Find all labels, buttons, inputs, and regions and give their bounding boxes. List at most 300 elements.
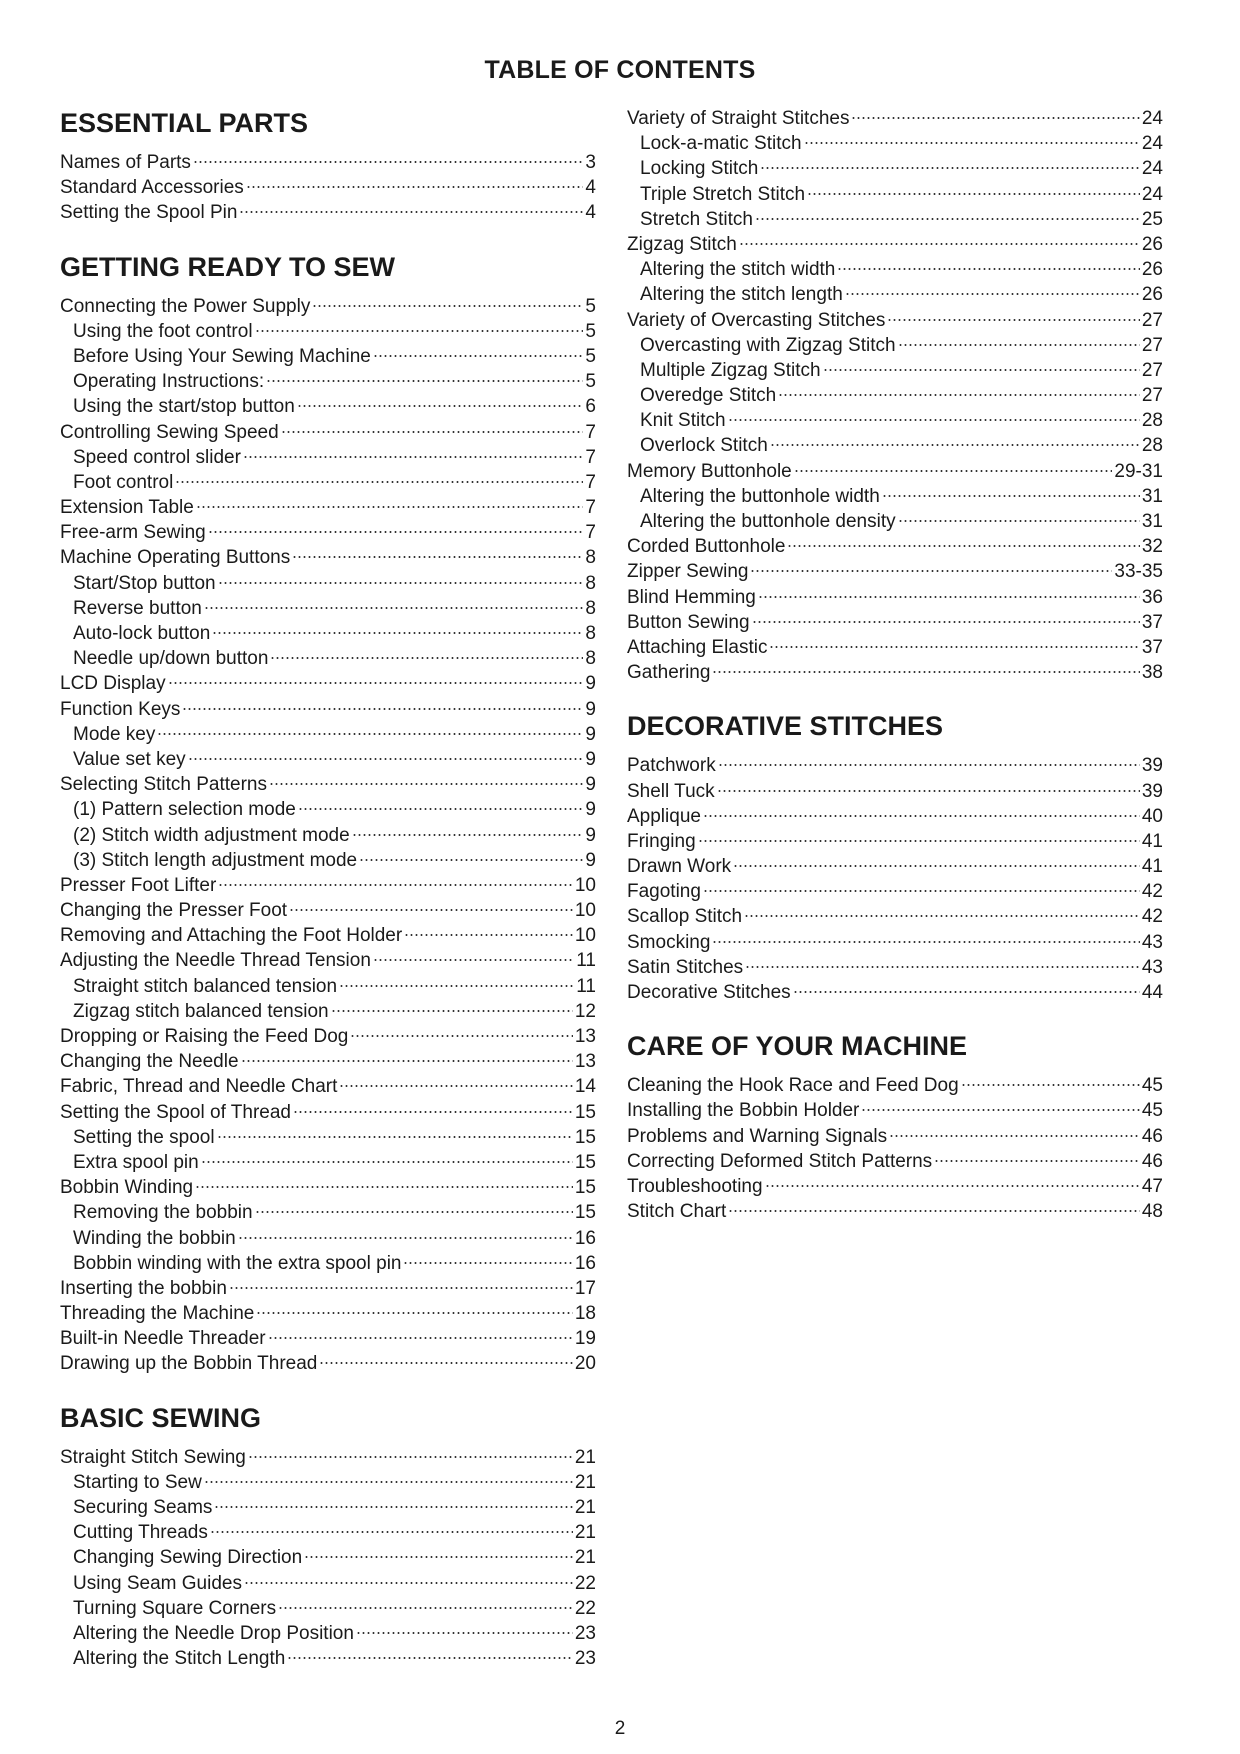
toc-entry-label: Using the foot control — [73, 320, 253, 342]
toc-entry-page: 9 — [585, 824, 596, 846]
toc-entry-selecting-stitch-patterns — [60, 772, 596, 797]
toc-entry-page: 24 — [1141, 133, 1163, 155]
toc-entry-page: 15 — [574, 1202, 596, 1224]
toc-entry-label: Auto-lock button — [73, 623, 211, 644]
toc-entry-label: Memory Buttonhole — [627, 460, 792, 482]
toc-entry-page: 16 — [574, 1227, 596, 1249]
toc-entry-dropping-or-raising-the-feed-dog — [60, 1024, 596, 1049]
section-heading: DECORATIVE STITCHES — [627, 711, 944, 742]
toc-entry-page: 37 — [1141, 636, 1163, 658]
toc-entry-page: 23 — [574, 1622, 596, 1644]
toc-entry-label: Changing Sewing Direction — [73, 1547, 303, 1569]
toc-entry-page: 43 — [1141, 956, 1163, 978]
toc-entry-page: 21 — [574, 1547, 596, 1569]
toc-entry-changing-the-needle — [60, 1049, 596, 1074]
toc-entry-page: 47 — [1141, 1175, 1163, 1197]
toc-entry-changing-the-presser-foot — [60, 898, 596, 923]
toc-entry-page: 13 — [574, 1051, 596, 1073]
toc-entry-removing-the-bobbin — [60, 1200, 596, 1225]
toc-section-basic-sewing — [60, 1401, 596, 1672]
toc-entry-page: 27 — [1141, 359, 1163, 381]
toc-entry-page: 43 — [1141, 931, 1163, 953]
dot-leader — [196, 506, 584, 508]
toc-entry-fabric-thread-and-needle-chart — [60, 1074, 596, 1099]
toc-entry-page: 9 — [585, 748, 596, 770]
toc-entry-label: Stitch Chart — [627, 1201, 727, 1223]
dot-leader — [807, 193, 1140, 195]
toc-entry-value-set-key — [60, 747, 596, 772]
dot-leader — [298, 808, 584, 810]
dot-leader — [403, 1262, 572, 1264]
toc-entry-knit-stitch — [627, 408, 1163, 433]
toc-entry-label: Button Sewing — [627, 611, 750, 633]
toc-entry-page: 31 — [1141, 511, 1163, 532]
toc-entry-page: 36 — [1141, 586, 1163, 608]
toc-entry-label: Changing the Presser Foot — [60, 900, 288, 922]
toc-entry-2-stitch-width-adjustment-mode — [60, 823, 596, 848]
dot-leader — [770, 444, 1140, 446]
toc-entry-label: Straight Stitch Sewing — [60, 1446, 246, 1468]
toc-entry-label: Operating Instructions: — [73, 371, 265, 393]
toc-entry-label: Drawing up the Bobbin Thread — [60, 1353, 318, 1375]
dot-leader — [752, 621, 1140, 623]
toc-entry-page: 24 — [1141, 158, 1163, 180]
dot-leader — [804, 142, 1140, 144]
dot-leader — [204, 607, 584, 609]
toc-entry-straight-stitch-sewing — [60, 1445, 596, 1470]
dot-leader — [760, 167, 1140, 169]
toc-entry-label: Fabric, Thread and Needle Chart — [60, 1076, 338, 1098]
toc-entry-page: 9 — [585, 849, 596, 871]
toc-entry-page: 11 — [576, 950, 596, 972]
toc-entry-page: 22 — [574, 1597, 596, 1619]
toc-entry-page: 32 — [1141, 536, 1163, 558]
toc-entry-altering-the-stitch-length — [60, 1646, 596, 1671]
dot-leader — [168, 682, 584, 684]
toc-entry-changing-sewing-direction — [60, 1545, 596, 1570]
toc-entry-label: Knit Stitch — [640, 410, 726, 432]
toc-entry-label: Start/Stop button — [73, 572, 216, 594]
toc-entry-memory-buttonhole — [627, 459, 1163, 484]
toc-entry-applique — [627, 804, 1163, 829]
toc-entry-label: Extra spool pin — [73, 1151, 199, 1173]
toc-entry-page: 5 — [585, 320, 596, 342]
toc-entry-extension-table — [60, 495, 596, 520]
dot-leader — [961, 1084, 1140, 1086]
dot-leader — [297, 405, 584, 407]
dot-leader — [278, 1607, 573, 1609]
dot-leader — [787, 545, 1139, 547]
toc-entry-auto-lock-button — [60, 621, 596, 646]
dot-leader — [404, 934, 573, 936]
dot-leader — [794, 470, 1113, 472]
dot-leader — [898, 520, 1140, 522]
toc-entry-page: 21 — [574, 1446, 596, 1468]
dot-leader — [293, 1111, 573, 1113]
toc-entry-page: 27 — [1141, 309, 1163, 331]
toc-entry-page: 7 — [585, 497, 596, 519]
dot-leader — [851, 117, 1139, 119]
toc-entry-label: Altering the stitch length — [640, 284, 843, 306]
toc-entry-installing-the-bobbin-holder — [627, 1098, 1163, 1123]
toc-entry-page: 13 — [574, 1026, 596, 1047]
toc-entry-turning-square-corners — [60, 1596, 596, 1621]
toc-entry-label: Correcting Deformed Stitch Patterns — [627, 1150, 933, 1172]
dot-leader — [882, 495, 1140, 497]
toc-entry-page: 8 — [585, 597, 596, 619]
toc-entry-smocking — [627, 930, 1163, 955]
toc-entry-page: 10 — [574, 900, 596, 922]
toc-entry-label: Controlling Sewing Speed — [60, 421, 279, 443]
dot-leader — [239, 211, 583, 213]
toc-entry-page: 38 — [1141, 662, 1163, 684]
toc-entry-built-in-needle-threader — [60, 1326, 596, 1351]
toc-entry-attaching-elastic — [627, 635, 1163, 660]
toc-entry-label: Installing the Bobbin Holder — [627, 1100, 860, 1122]
section-heading: CARE OF YOUR MACHINE — [627, 1031, 968, 1062]
toc-entry-label: Extension Table — [60, 497, 194, 519]
toc-entry-lcd-display — [60, 671, 596, 696]
toc-entry-label: Gathering — [627, 662, 711, 684]
toc-entry-page: 45 — [1141, 1075, 1163, 1097]
toc-entry-page: 26 — [1141, 233, 1163, 255]
toc-entry-controlling-sewing-speed — [60, 420, 596, 445]
toc-entry-label: Patchwork — [627, 755, 716, 777]
toc-entry-blind-hemming — [627, 585, 1163, 610]
toc-entry-page: 17 — [574, 1277, 596, 1299]
toc-entry-reverse-button — [60, 596, 596, 621]
dot-leader — [755, 218, 1140, 220]
toc-entry-correcting-deformed-stitch-patterns — [627, 1149, 1163, 1174]
toc-entry-label: Dropping or Raising the Feed Dog — [60, 1026, 349, 1047]
page-number: 2 — [614, 1718, 626, 1739]
toc-entry-standard-accessories — [60, 175, 596, 200]
section-heading: BASIC SEWING — [60, 1402, 262, 1433]
toc-entry-page: 42 — [1141, 906, 1163, 928]
toc-entry-page: 24 — [1141, 183, 1163, 205]
dot-leader — [778, 394, 1140, 396]
dot-leader — [352, 834, 584, 836]
toc-entry-zipper-sewing — [627, 559, 1163, 584]
toc-entry-triple-stretch-stitch — [627, 182, 1163, 207]
toc-entry-label: Changing the Needle — [60, 1051, 239, 1073]
toc-entry-label: Setting the Spool of Thread — [60, 1101, 291, 1123]
toc-entry-page: 20 — [574, 1353, 596, 1375]
toc-entry-locking-stitch — [627, 156, 1163, 181]
toc-entry-label: Applique — [627, 805, 701, 827]
toc-entry-page: 21 — [574, 1471, 596, 1493]
dot-leader — [244, 1582, 573, 1584]
dot-leader — [373, 355, 584, 357]
page-title: TABLE OF CONTENTS — [484, 56, 756, 84]
toc-entry-free-arm-sewing — [60, 520, 596, 545]
dot-leader — [823, 369, 1140, 371]
toc-entry-needle-up-down-button — [60, 646, 596, 671]
toc-entry-label: Triple Stretch Stitch — [640, 183, 806, 205]
dot-leader — [898, 344, 1140, 346]
toc-entry-label: Overlock Stitch — [640, 435, 768, 457]
toc-entry-page: 25 — [1141, 208, 1163, 230]
dot-leader — [861, 1109, 1139, 1111]
toc-entry-page: 9 — [585, 673, 596, 695]
toc-entry-label: Shell Tuck — [627, 780, 715, 802]
toc-entry-overlock-stitch — [627, 433, 1163, 458]
toc-entry-altering-the-buttonhole-width — [627, 484, 1163, 509]
toc-entry-page: 5 — [585, 345, 596, 367]
toc-entry-page: 5 — [585, 295, 596, 317]
toc-right-column — [627, 106, 1163, 1248]
toc-entry-page: 33-35 — [1114, 561, 1163, 583]
toc-entry-label: Straight stitch balanced tension — [73, 975, 338, 997]
toc-entry-label: Before Using Your Sewing Machine — [73, 345, 371, 367]
toc-entry-label: Turning Square Corners — [73, 1597, 277, 1619]
toc-entry-altering-the-buttonhole-density — [627, 509, 1163, 534]
toc-entry-label: Zigzag Stitch — [627, 233, 737, 255]
toc-entry-altering-the-stitch-width — [627, 257, 1163, 282]
dot-leader — [255, 330, 584, 332]
toc-entry-setting-the-spool — [60, 1125, 596, 1150]
toc-entry-label: Presser Foot Lifter — [60, 874, 217, 896]
toc-entry-page: 23 — [574, 1648, 596, 1670]
toc-entry-page: 28 — [1141, 435, 1163, 457]
toc-entry-label: Overcasting with Zigzag Stitch — [640, 334, 896, 356]
toc-entry-label: Multiple Zigzag Stitch — [640, 359, 821, 381]
toc-entry-overedge-stitch — [627, 383, 1163, 408]
toc-entry-problems-and-warning-signals — [627, 1124, 1163, 1149]
dot-leader — [217, 1136, 573, 1138]
dot-leader — [269, 783, 583, 785]
dot-leader — [934, 1160, 1140, 1162]
toc-entry-names-of-parts — [60, 150, 596, 175]
toc-entry-label: LCD Display — [60, 673, 166, 695]
toc-entry-page: 26 — [1141, 259, 1163, 281]
toc-entry-machine-operating-buttons — [60, 545, 596, 570]
toc-entry-label: Altering the Stitch Length — [73, 1648, 286, 1670]
toc-entry-page: 39 — [1141, 755, 1163, 777]
toc-entry-page: 9 — [585, 799, 596, 821]
toc-entry-page: 7 — [585, 522, 596, 544]
dot-leader — [758, 596, 1140, 598]
dot-leader — [268, 1337, 573, 1339]
dot-leader — [717, 790, 1140, 792]
toc-entry-label: Removing and Attaching the Foot Holder — [60, 925, 403, 947]
toc-entry-label: Lock-a-matic Stitch — [640, 133, 802, 155]
toc-entry-decorative-stitches — [627, 980, 1163, 1005]
toc-entry-label: Foot control — [73, 471, 174, 493]
toc-entry-operating-instructions — [60, 369, 596, 394]
toc-entry-corded-buttonhole — [627, 534, 1163, 559]
toc-entry-page: 8 — [585, 623, 596, 644]
toc-entry-page: 41 — [1141, 856, 1163, 878]
toc-entry-label: Locking Stitch — [640, 158, 759, 180]
toc-entry-button-sewing — [627, 610, 1163, 635]
toc-entry-label: Bobbin Winding — [60, 1177, 194, 1199]
dot-leader — [739, 243, 1140, 245]
toc-entry-page: 6 — [585, 396, 596, 418]
toc-entry-winding-the-bobbin — [60, 1226, 596, 1251]
dot-leader — [157, 733, 583, 735]
toc-entry-label: Threading the Machine — [60, 1303, 255, 1325]
section-heading: ESSENTIAL PARTS — [60, 108, 309, 138]
toc-entry-label: Drawn Work — [627, 856, 732, 878]
toc-entry-page: 16 — [574, 1252, 596, 1274]
toc-entry-drawing-up-the-bobbin-thread — [60, 1351, 596, 1376]
dot-leader — [195, 1186, 573, 1188]
toc-entry-page: 40 — [1141, 805, 1163, 827]
toc-entry-label: (1) Pattern selection mode — [73, 799, 296, 821]
toc-section-essential-parts — [60, 106, 596, 226]
toc-entry-page: 11 — [576, 975, 596, 997]
toc-section-continued — [627, 106, 1163, 685]
toc-entry-cutting-threads — [60, 1520, 596, 1545]
toc-entry-label: Corded Buttonhole — [627, 536, 786, 558]
toc-entry-label: Zigzag stitch balanced tension — [73, 1000, 329, 1022]
toc-entry-page: 22 — [574, 1572, 596, 1594]
dot-leader — [218, 582, 584, 584]
toc-entry-label: Standard Accessories — [60, 177, 244, 199]
toc-entry-label: Altering the Needle Drop Position — [73, 1622, 354, 1644]
dot-leader — [304, 1556, 573, 1558]
toc-entry-page: 8 — [585, 572, 596, 594]
dot-leader — [256, 1312, 573, 1314]
toc-entry-page: 12 — [574, 1000, 596, 1022]
toc-entry-label: Value set key — [73, 748, 186, 770]
dot-leader — [193, 161, 583, 163]
dot-leader — [175, 481, 583, 483]
toc-entry-label: Inserting the bobbin — [60, 1277, 227, 1299]
dot-leader — [204, 1481, 573, 1483]
toc-entry-label: Built-in Needle Threader — [60, 1328, 266, 1350]
toc-entry-setting-the-spool-pin — [60, 200, 596, 225]
toc-entry-page: 27 — [1141, 334, 1163, 356]
toc-entry-zigzag-stitch — [627, 232, 1163, 257]
toc-entry-satin-stitches — [627, 955, 1163, 980]
dot-leader — [359, 859, 583, 861]
toc-entry-label: Overedge Stitch — [640, 385, 777, 407]
dot-leader — [765, 1185, 1140, 1187]
toc-entry-page: 9 — [585, 774, 596, 796]
toc-entry-page: 48 — [1141, 1201, 1163, 1223]
toc-section-care-of-your-machine — [627, 1029, 1163, 1224]
toc-entry-label: Fagoting — [627, 881, 701, 903]
toc-entry-connecting-the-power-supply — [60, 294, 596, 319]
dot-leader — [698, 840, 1140, 842]
dot-leader — [182, 708, 583, 710]
toc-entry-page: 8 — [585, 547, 596, 569]
toc-entry-page: 3 — [585, 152, 596, 173]
toc-entry-label: Adjusting the Needle Thread Tension — [60, 950, 371, 972]
toc-entry-setting-the-spool-of-thread — [60, 1100, 596, 1125]
section-heading: GETTING READY TO SEW — [60, 251, 396, 282]
toc-entry-page: 15 — [574, 1101, 596, 1123]
dot-leader — [373, 959, 574, 961]
toc-entry-cleaning-the-hook-race-and-feed-dog — [627, 1073, 1163, 1098]
toc-entry-page: 28 — [1141, 410, 1163, 432]
toc-entry-label: Securing Seams — [73, 1497, 213, 1518]
toc-entry-page: 7 — [585, 446, 596, 468]
dot-leader — [210, 1531, 573, 1533]
toc-entry-gathering — [627, 660, 1163, 685]
toc-entry-page: 9 — [585, 723, 596, 745]
toc-entry-label: Cleaning the Hook Race and Feed Dog — [627, 1075, 959, 1097]
toc-entry-label: Needle up/down button — [73, 648, 269, 670]
toc-entry-label: Smocking — [627, 931, 711, 953]
toc-entry-page: 9 — [585, 698, 596, 720]
dot-leader — [728, 419, 1140, 421]
toc-entry-label: Function Keys — [60, 698, 181, 720]
dot-leader — [208, 531, 584, 533]
dot-leader — [769, 646, 1139, 648]
toc-entry-bobbin-winding — [60, 1175, 596, 1200]
toc-entry-label: Altering the buttonhole density — [640, 511, 896, 532]
dot-leader — [845, 293, 1140, 295]
toc-entry-extra-spool-pin — [60, 1150, 596, 1175]
dot-leader — [246, 186, 584, 188]
toc-entry-foot-control — [60, 470, 596, 495]
dot-leader — [238, 1237, 573, 1239]
toc-entry-lock-a-matic-stitch — [627, 131, 1163, 156]
toc-entry-label: Selecting Stitch Patterns — [60, 774, 267, 796]
toc-entry-multiple-zigzag-stitch — [627, 358, 1163, 383]
toc-entry-1-pattern-selection-mode — [60, 797, 596, 822]
toc-entry-start-stop-button — [60, 571, 596, 596]
dot-leader — [889, 1135, 1140, 1137]
toc-entry-page: 31 — [1141, 485, 1163, 507]
dot-leader — [319, 1362, 572, 1364]
dot-leader — [201, 1161, 573, 1163]
toc-entry-fringing — [627, 829, 1163, 854]
toc-entry-page: 45 — [1141, 1100, 1163, 1122]
dot-leader — [255, 1211, 573, 1213]
toc-entry-label: (3) Stitch length adjustment mode — [73, 849, 358, 871]
toc-entry-label: Attaching Elastic — [627, 636, 768, 658]
toc-entry-label: Setting the Spool Pin — [60, 202, 238, 224]
toc-entry-label: Variety of Overcasting Stitches — [627, 309, 886, 331]
dot-leader — [339, 1085, 572, 1087]
dot-leader — [270, 657, 583, 659]
dot-leader — [350, 1035, 573, 1037]
toc-entry-label: Blind Hemming — [627, 586, 756, 608]
toc-entry-using-the-foot-control — [60, 319, 596, 344]
toc-entry-altering-the-stitch-length — [627, 282, 1163, 307]
toc-entry-speed-control-slider — [60, 445, 596, 470]
dot-leader — [750, 570, 1112, 572]
toc-entry-label: Reverse button — [73, 597, 202, 619]
toc-left-column — [60, 106, 596, 1695]
toc-entry-fagoting — [627, 879, 1163, 904]
toc-entry-label: Names of Parts — [60, 152, 191, 173]
toc-entry-straight-stitch-balanced-tension — [60, 974, 596, 999]
toc-entry-3-stitch-length-adjustment-mode — [60, 848, 596, 873]
toc-entry-page: 15 — [574, 1151, 596, 1173]
toc-entry-page: 4 — [585, 202, 596, 224]
toc-entry-variety-of-straight-stitches — [627, 106, 1163, 131]
toc-section-getting-ready-to-sew — [60, 250, 596, 1377]
dot-leader — [281, 431, 584, 433]
toc-entry-page: 41 — [1141, 830, 1163, 852]
toc-entry-label: Speed control slider — [73, 446, 241, 468]
toc-entry-inserting-the-bobbin — [60, 1276, 596, 1301]
toc-entry-page: 27 — [1141, 385, 1163, 407]
toc-entry-label: Altering the stitch width — [640, 259, 836, 281]
toc-entry-page: 10 — [574, 874, 596, 896]
toc-entry-label: Variety of Straight Stitches — [627, 108, 850, 129]
toc-entry-label: Altering the buttonhole width — [640, 485, 880, 507]
toc-entry-patchwork — [627, 753, 1163, 778]
toc-entry-page: 42 — [1141, 881, 1163, 903]
toc-entry-presser-foot-lifter — [60, 873, 596, 898]
dot-leader — [289, 909, 573, 911]
